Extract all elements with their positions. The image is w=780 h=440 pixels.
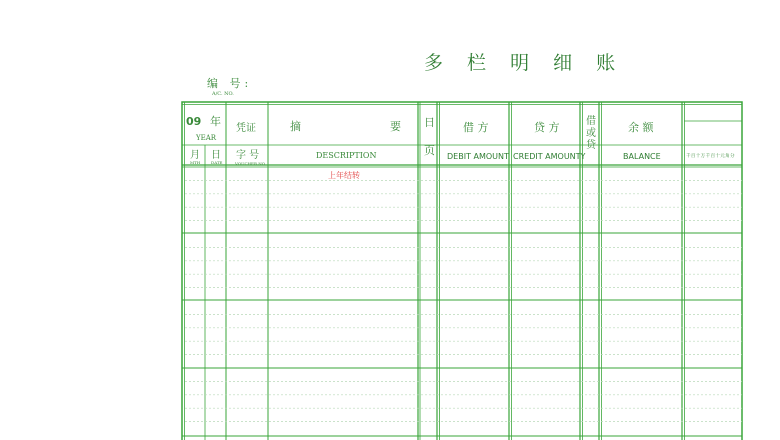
account-number-sublabel: A/C. NO. — [212, 91, 234, 97]
dc-cn-2: 或 — [586, 128, 596, 139]
page-cn-bottom: 页 — [424, 144, 435, 157]
description-cn-right: 要 — [390, 120, 401, 133]
balance-en-label: BALANCE — [623, 152, 661, 161]
dc-cn-1: 借 — [586, 116, 596, 127]
dc-cn-3: 贷 — [586, 140, 596, 151]
page-cn-top: 日 — [424, 116, 435, 129]
year-value: 09 — [186, 115, 202, 128]
description-en-label: DESCRIPTION — [316, 151, 377, 160]
year-cn-label: 年 — [210, 115, 221, 128]
month-en-label: MTH — [190, 160, 201, 165]
ledger-body-lines — [182, 180, 742, 436]
carry-forward-entry: 上年结转 — [328, 171, 360, 180]
day-en-label: DATE — [211, 160, 223, 165]
debit-cn-label: 借 方 — [463, 121, 489, 134]
account-number-label: 编 号: — [207, 77, 253, 90]
ledger-title: 多 栏 明 细 账 — [424, 52, 625, 74]
digit-places-label: 千百十万千百十元角分 — [686, 154, 735, 159]
voucher-no-cn-label: 字 号 — [236, 150, 260, 161]
month-cn-label: 月 — [190, 150, 200, 161]
balance-cn-label: 余 额 — [628, 121, 654, 134]
credit-en-label: CREDIT AMOUNTY — [513, 152, 586, 161]
credit-cn-label: 贷 方 — [534, 121, 560, 134]
voucher-no-en-label: VOUCHER NO. — [235, 161, 267, 166]
description-cn-left: 摘 — [290, 120, 301, 133]
day-cn-label: 日 — [211, 150, 221, 161]
debit-en-label: DEBIT AMOUNT — [447, 152, 509, 161]
year-en-label: YEAR — [196, 134, 217, 142]
voucher-cn-label: 凭证 — [236, 123, 256, 134]
